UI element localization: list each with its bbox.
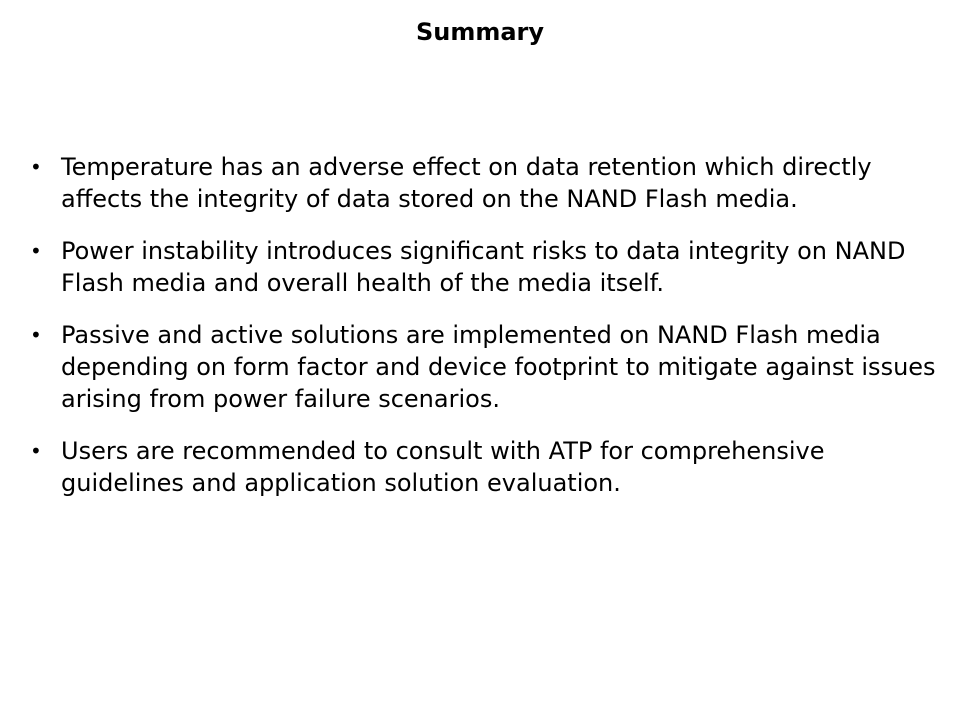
bullet-icon: • — [30, 323, 42, 347]
bullet-item — [30, 235, 940, 299]
bullet-icon: • — [30, 155, 42, 179]
bullet-icon: • — [30, 239, 42, 263]
bullet-item — [30, 151, 940, 215]
bullet-text: Passive and active solutions are implemented on NAND Flash media depending on form factor and device footprint to mitigate against issues arising from power failure scenarios. — [61, 321, 936, 413]
bullet-text: Users are recommended to consult with ATP for comprehensive guidelines and application solution evaluation. — [61, 437, 825, 497]
bullet-list — [30, 151, 940, 519]
bullet-text: Temperature has an adverse effect on data retention which directly affects the integrity of data stored on the NAND Flash media. — [61, 153, 872, 213]
bullet-item — [30, 435, 940, 499]
bullet-item — [30, 319, 940, 415]
bullet-text: Power instability introduces significant risks to data integrity on NAND Flash media and overall health of the media itself. — [61, 237, 906, 297]
bullet-icon: • — [30, 439, 42, 463]
slide-title: Summary — [415, 18, 545, 46]
